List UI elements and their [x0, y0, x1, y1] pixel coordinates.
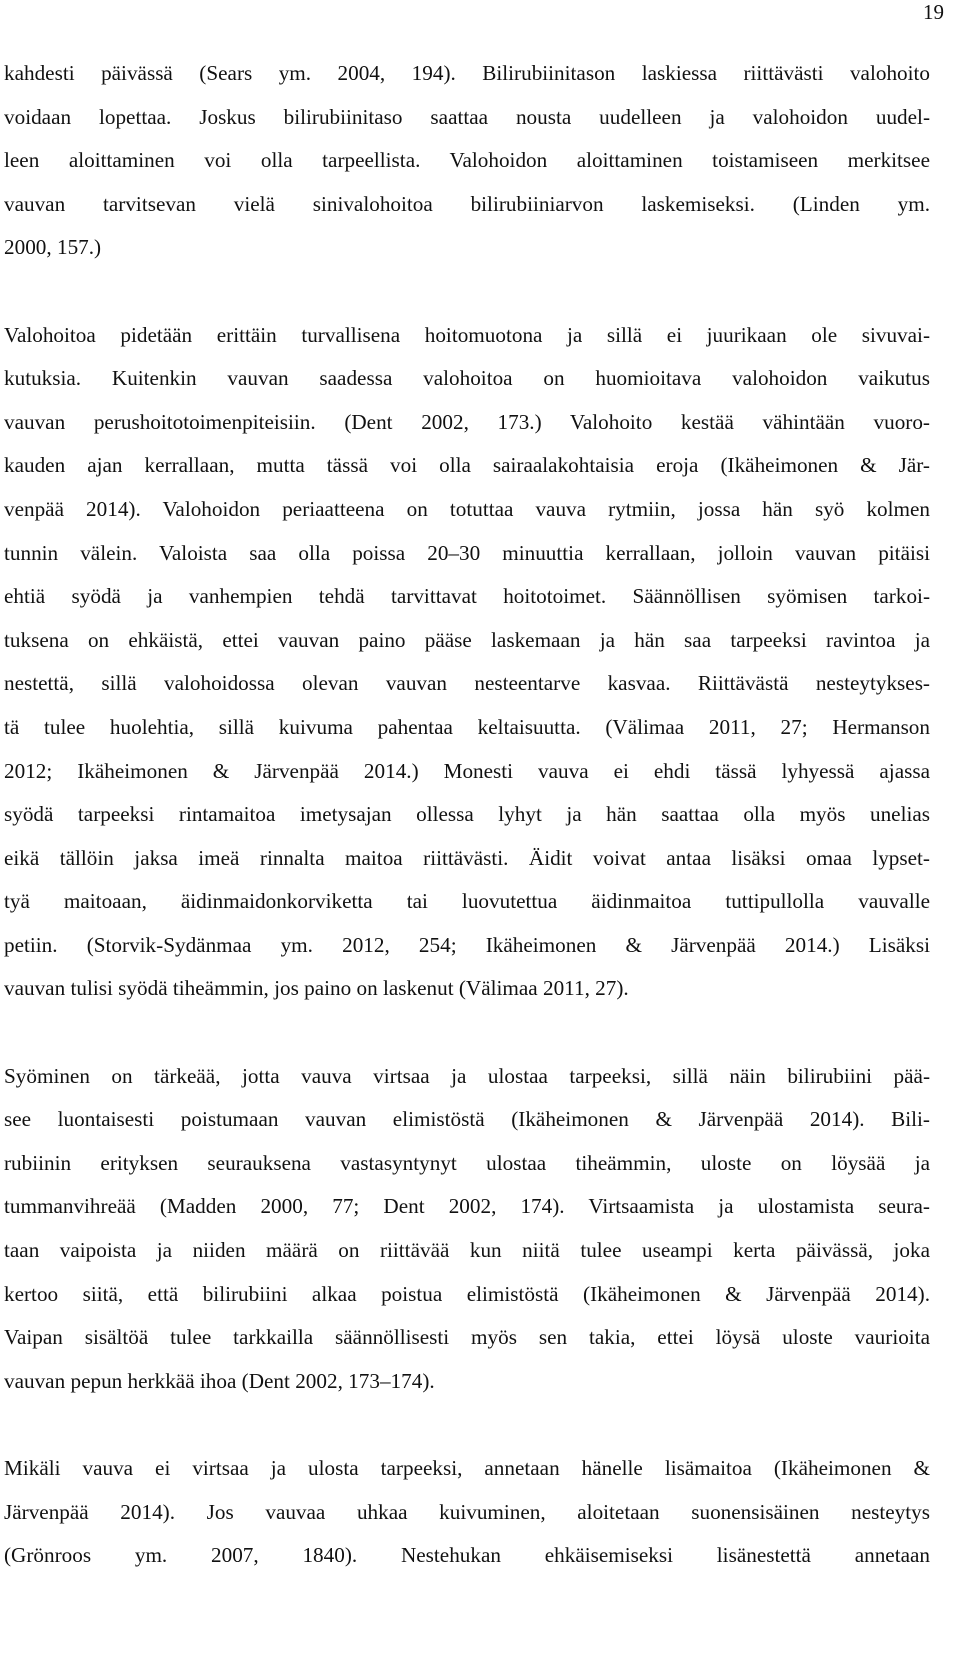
text-line: Syöminen on tärkeää, jotta vauva virtsaa ja ulostaa tarpeeksi, sillä näin bilirubiini pää-	[4, 1063, 930, 1088]
text-line: kauden ajan kerrallaan, mutta tässä voi olla sairaalakohtaisia eroja (Ikäheimonen & Jär-	[4, 453, 930, 478]
paragraph-3	[4, 1055, 930, 1404]
paragraph-2	[4, 314, 930, 1012]
text-line: Järvenpää 2014). Jos vauvaa uhkaa kuivuminen, aloitetaan suonensisäinen nesteytys	[4, 1499, 930, 1524]
text-line: taan vaipoista ja niiden määrä on riittävää kun niitä tulee useampi kerta päivässä, joka	[4, 1238, 930, 1263]
text-line: tyä maitoaan, äidinmaidonkorviketta tai luovutettua äidinmaitoa tuttipullolla vauvalle	[4, 889, 930, 914]
text-line: eikä tällöin jaksa imeä rinnalta maitoa riittävästi. Äidit voivat antaa lisäksi omaa lypset-	[4, 845, 930, 870]
text-line: tuksena on ehkäistä, ettei vauvan paino pääse laskemaan ja hän saa tarpeeksi ravintoa ja	[4, 627, 930, 652]
text-line: Mikäli vauva ei virtsaa ja ulosta tarpeeksi, annetaan hänelle lisämaitoa (Ikäheimonen &	[4, 1456, 930, 1480]
text-line: petiin. (Storvik-Sydänmaa ym. 2012, 254; Ikäheimonen & Järvenpää 2014.) Lisäksi	[4, 932, 930, 957]
text-line: kutuksia. Kuitenkin vauvan saadessa valohoitoa on huomioitava valohoidon vaikutus	[4, 366, 930, 391]
text-line: voidaan lopettaa. Joskus bilirubiinitaso saattaa nousta uudelleen ja valohoidon uudel-	[4, 104, 930, 129]
text-line: tunnin välein. Valoista saa olla poissa 20–30 minuuttia kerrallaan, jolloin vauvan pitäisi	[4, 540, 930, 565]
text-line: leen aloittaminen voi olla tarpeellista. Valohoidon aloittaminen toistamiseen merkitsee	[4, 148, 930, 173]
text-line: vauvan tulisi syödä tiheämmin, jos paino on laskenut (Välimaa 2011, 27).	[4, 976, 629, 1001]
text-line: kahdesti päivässä (Sears ym. 2004, 194). Bilirubiinitason laskiessa riittävästi valohoito	[4, 61, 930, 85]
text-line: vauvan perushoitotoimenpiteisiin. (Dent 2002, 173.) Valohoito kestää vähintään vuoro-	[4, 409, 930, 434]
text-line: nestettä, sillä valohoidossa olevan vauvan nesteentarve kasvaa. Riittävästä nesteytykses-	[4, 671, 930, 696]
text-line: Valohoitoa pidetään erittäin turvallisena hoitomuotona ja sillä ei juurikaan ole sivuvai-	[4, 322, 930, 347]
text-line: Vaipan sisältöä tulee tarkkailla säännöllisesti myös sen takia, ettei löysä uloste vaurioita	[4, 1325, 930, 1350]
text-line: (Grönroos ym. 2007, 1840). Nestehukan ehkäisemiseksi lisänestettä annetaan	[4, 1543, 930, 1568]
text-line: venpää 2014). Valohoidon periaatteena on totuttaa vauva rytmiin, jossa hän syö kolmen	[4, 496, 930, 521]
text-line: 2000, 157.)	[4, 235, 102, 260]
document-body	[4, 52, 930, 1578]
text-line: tä tulee huolehtia, sillä kuivuma pahentaa keltaisuutta. (Välimaa 2011, 27; Hermanson	[4, 714, 930, 739]
text-line: rubiinin erityksen seurauksena vastasyntynyt ulostaa tiheämmin, uloste on löysää ja	[4, 1150, 930, 1175]
text-line: ehtiä syödä ja vanhempien tehdä tarvittavat hoitotoimet. Säännöllisen syömisen tarkoi-	[4, 584, 930, 609]
text-line: tummanvihreää (Madden 2000, 77; Dent 2002, 174). Virtsaamista ja ulostamista seura-	[4, 1194, 930, 1219]
text-line: vauvan tarvitsevan vielä sinivalohoitoa bilirubiiniarvon laskemiseksi. (Linden ym.	[4, 191, 930, 216]
paragraph-1	[4, 52, 930, 270]
paragraph-4	[4, 1447, 930, 1578]
text-line: syödä tarpeeksi rintamaitoa imetysajan ollessa lyhyt ja hän saattaa olla myös unelias	[4, 802, 930, 827]
text-line: see luontaisesti poistumaan vauvan elimistöstä (Ikäheimonen & Järvenpää 2014). Bili-	[4, 1107, 930, 1132]
text-line: kertoo siitä, että bilirubiini alkaa poistua elimistöstä (Ikäheimonen & Järvenpää 2014).	[4, 1281, 930, 1306]
text-line: 2012; Ikäheimonen & Järvenpää 2014.) Monesti vauva ei ehdi tässä lyhyessä ajassa	[4, 758, 930, 783]
page-number: 19	[923, 0, 944, 24]
text-line: vauvan pepun herkkää ihoa (Dent 2002, 173–174).	[4, 1368, 435, 1393]
